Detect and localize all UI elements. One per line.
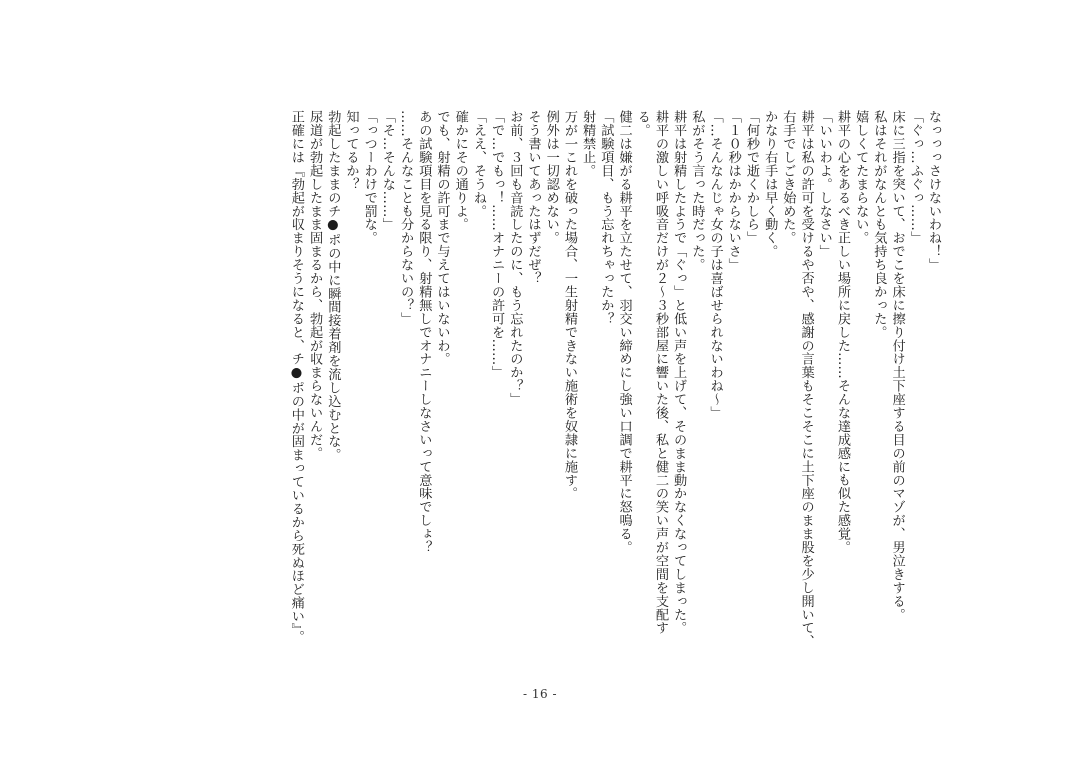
- text-line: 正確には『勃起が収まりそうになると、チ●ポの中が固まっているから死ぬほど痛い』。: [288, 110, 304, 644]
- vertical-text-body: [122, 110, 942, 670]
- text-line: 万が一これを破った場合、一生射精できない施術を奴隷に施す。: [561, 110, 577, 501]
- text-line: 「１０秒はかからないさ」: [725, 110, 741, 272]
- text-line: 知ってるか？: [343, 110, 359, 191]
- text-line: 確かにその通りよ。: [452, 110, 468, 232]
- text-line: 「何秒で逝くかしら」: [743, 110, 759, 245]
- text-line: 「ぐっ…ふぐっ……」: [907, 110, 923, 245]
- text-line: なっっっさけないわね！」: [926, 110, 941, 272]
- text-line: 「そ…そんな……」: [379, 110, 395, 232]
- text-line: 「…そんなんじゃ女の子は喜ばせられないわね～」: [707, 110, 723, 420]
- text-line: お前、３回も音読したのに、もう忘れたのか？」: [507, 110, 523, 406]
- text-line: 「ええ、そうね。: [470, 110, 486, 218]
- page-number: - 16 -: [522, 687, 557, 701]
- text-line: 床に三指を突いて、おでこを床に擦り付け土下座する目の前のマゾが、男泣きする。: [889, 110, 905, 622]
- text-line: 右手でしごき始めた。: [780, 110, 796, 245]
- text-line: 「っつーわけで罰な。: [361, 110, 377, 245]
- text-line: 「で…でもっ！……オナニーの許可を……」: [489, 110, 505, 379]
- text-line: 耕平の激しい呼吸音だけが２～３秒部屋に響いた後、私と健二の笑い声が空間を支配す: [652, 110, 668, 635]
- text-line: 勃起したままのチ●ポの中に瞬間接着剤を流し込むとな。: [325, 110, 341, 462]
- text-line: る。: [634, 110, 650, 137]
- text-line: かなり右手は早く動く。: [762, 110, 778, 258]
- text-line: 耕平の心をあるべき正しい場所に戻した……そんな達成感にも似た感覚。: [834, 110, 850, 554]
- text-line: 耕平は私の許可を受けるや否や、感謝の言葉もそこそこに土下座のまま股を少し開いて、: [798, 110, 814, 648]
- text-line: 嬉しくてたまらない。: [853, 110, 869, 245]
- text-line: 健二は嫌がる耕平を立たせて、羽交い締めにし強い口調で耕平に怒鳴る。: [616, 110, 632, 554]
- text-line: 尿道が勃起したまま固まるから、勃起が収まらないんだ。: [307, 110, 323, 460]
- text-line: 「いいわよ。しなさい」: [816, 110, 832, 258]
- text-line: ……そんなことも分からないの？」: [398, 110, 414, 326]
- text-line: 「試験項目、もう忘れちゃったか？: [598, 110, 614, 326]
- text-line: 耕平は射精したようで「ぐっ」と低い声を上げて、そのまま動かなくなってしまった。: [671, 110, 687, 635]
- text-line: 例外は一切認めない。: [543, 110, 559, 245]
- text-line: あの試験項目を見る限り、射精無しでオナニーしなさいって意味でしょ？: [416, 110, 432, 554]
- text-line: でも、射精の許可まで与えてはいないわ。: [434, 110, 450, 366]
- text-line: 射精禁止。: [580, 110, 596, 178]
- text-line: 私がそう言った時だった。: [689, 110, 705, 272]
- text-line: そう書いてあったはずだぜ？: [525, 110, 541, 285]
- text-line: 私はそれがなんとも気持ち良かった。: [871, 110, 887, 339]
